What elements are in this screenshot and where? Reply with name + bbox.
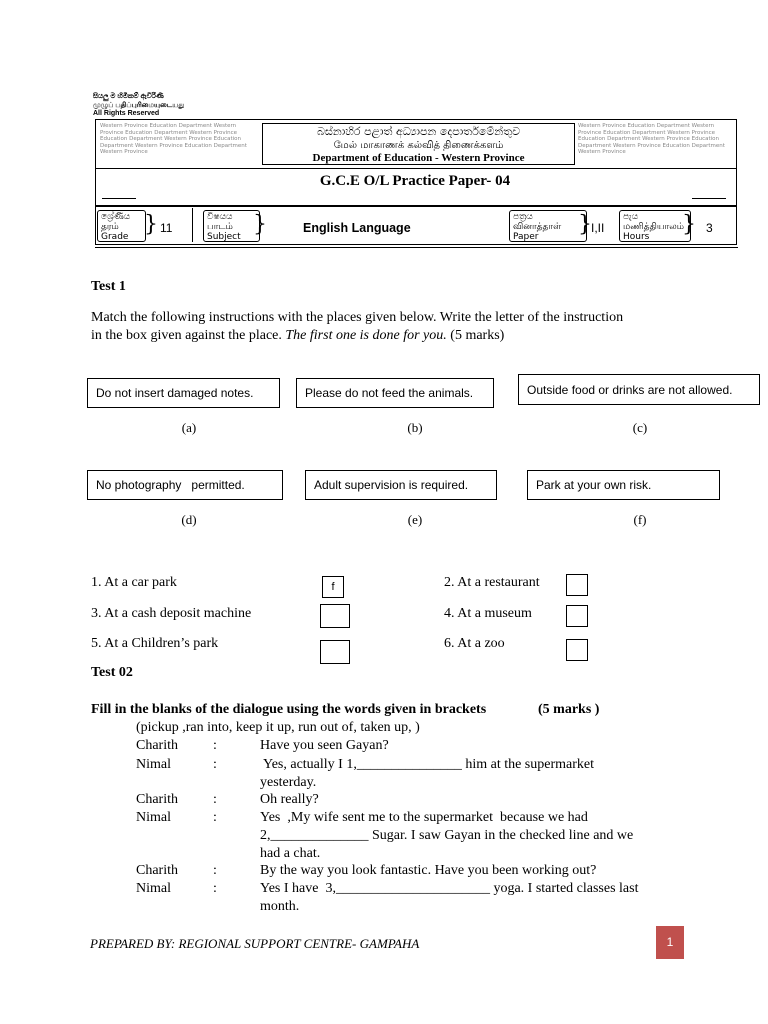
dialogue-separator: : xyxy=(213,757,217,772)
subject-box xyxy=(203,210,267,242)
grade-label-english: Grade xyxy=(101,232,129,242)
paper-title: G.C.E O/L Practice Paper- 04 xyxy=(319,173,511,189)
hours-box xyxy=(619,210,696,242)
paper-label-tamil: வினாத்தாள் xyxy=(513,222,562,232)
dialogue-speaker: Nimal xyxy=(136,757,171,772)
sign-box-f: Park at your own risk. xyxy=(527,470,720,500)
brace-icon: } xyxy=(578,212,592,237)
place-item: 3. At a cash deposit machine xyxy=(91,606,252,621)
grade-box xyxy=(97,210,158,242)
test1-instruction-line1: Match the following instructions with the places given below. Write the letter of the instruction xyxy=(91,310,624,325)
divider xyxy=(95,247,738,248)
sign-letter-a: (a) xyxy=(181,420,197,435)
answer-box-6[interactable] xyxy=(566,639,588,661)
hours-label-sinhala: පැය xyxy=(623,212,639,222)
dialogue-speaker: Charith xyxy=(136,863,178,878)
answer-box-4[interactable] xyxy=(566,605,588,627)
dialogue-separator: : xyxy=(213,738,217,753)
sign-letter-e: (e) xyxy=(407,512,423,527)
subject-value: English Language xyxy=(303,221,411,235)
sign-letter-f: (f) xyxy=(633,512,647,527)
hours-label-english: Hours xyxy=(623,232,650,242)
brace-icon: } xyxy=(144,212,158,237)
divider xyxy=(102,198,136,199)
grade-value: 11 xyxy=(160,221,173,235)
sign-box-c: Outside food or drinks are not allowed. xyxy=(518,374,760,405)
brace-icon: } xyxy=(253,212,267,237)
test2-instruction: Fill in the blanks of the dialogue using the words given in brackets xyxy=(91,702,487,717)
paper-labels xyxy=(513,212,561,242)
paper-label-english: Paper xyxy=(513,232,539,242)
divider xyxy=(192,208,193,242)
dialogue-line: month. xyxy=(260,899,300,914)
dialogue-line: yesterday. xyxy=(260,775,317,790)
paper-label-sinhala: පත්‍රය xyxy=(513,212,533,222)
department-name-tamil: மேல் மாகாணக் கல்வித் திணைக்களம் xyxy=(333,140,504,151)
sign-box-e: Adult supervision is required. xyxy=(305,470,497,500)
subject-labels xyxy=(207,212,241,242)
word-list: (pickup ,ran into, keep it up, run out of, taken up, ) xyxy=(136,720,420,735)
sign-box-a: Do not insert damaged notes. xyxy=(87,378,280,408)
dialogue-speaker: Charith xyxy=(136,792,178,807)
paper-box xyxy=(509,210,592,242)
rights-english: All Rights Reserved xyxy=(93,110,160,117)
answer-box-2[interactable] xyxy=(566,574,588,596)
dialogue-separator: : xyxy=(213,792,217,807)
dialogue-line: By the way you look fantastic. Have you been working out? xyxy=(260,863,597,878)
answer-box-5[interactable] xyxy=(320,640,350,664)
dialogue-line: 2,______________ Sugar. I saw Gayan in the checked line and we xyxy=(260,828,634,843)
watermark-pattern-left: Western Province Education Department Western Province Education Department Western Province Education Department Western Province Education Department Western Province Education Department Western Province xyxy=(100,123,247,156)
test2-heading: Test 02 xyxy=(91,665,133,680)
dialogue-speaker: Nimal xyxy=(136,810,171,825)
place-item: 2. At a restaurant xyxy=(444,575,540,590)
subject-label-english: Subject xyxy=(207,232,241,242)
sign-letter-c: (c) xyxy=(632,420,648,435)
divider xyxy=(692,198,726,199)
instruction-text: in the box given against the place. xyxy=(91,328,286,343)
subject-label-tamil: பாடம் xyxy=(207,222,233,232)
dialogue-speaker: Charith xyxy=(136,738,178,753)
place-item: 5. At a Children’s park xyxy=(91,636,219,651)
sign-letter-b: (b) xyxy=(407,420,423,435)
answer-box-3[interactable] xyxy=(320,604,350,628)
footer-prepared-by: PREPARED BY: REGIONAL SUPPORT CENTRE- GAMPAHA xyxy=(90,936,420,951)
department-box xyxy=(262,123,575,165)
department-name-sinhala: බස්නාහිර පළාත් අධ්‍යාපන දෙපාර්තමේන්තුව xyxy=(316,125,521,138)
hours-label-tamil: மணித்தியாலம் xyxy=(623,222,684,232)
brace-icon: } xyxy=(682,212,696,237)
page-number: 1 xyxy=(656,926,684,959)
dialogue-line: Yes I have 3,______________________ yoga. I started classes last xyxy=(260,881,639,896)
sign-box-b: Please do not feed the animals. xyxy=(296,378,494,408)
place-item: 6. At a zoo xyxy=(444,636,505,651)
dialogue-line: Yes ,My wife sent me to the supermarket because we had xyxy=(260,810,588,825)
dialogue-separator: : xyxy=(213,881,217,896)
test1-heading: Test 1 xyxy=(91,279,126,294)
dialogue-line: Have you seen Gayan? xyxy=(260,738,389,753)
rights-tamil: முழுப் பதிப்புரிமையுடையது xyxy=(93,102,185,109)
grade-label-tamil: தரம் xyxy=(101,222,119,232)
grade-label-sinhala: ශ්‍රේණිය xyxy=(101,212,131,222)
paper-value: I,II xyxy=(591,221,605,235)
place-item: 1. At a car park xyxy=(91,575,177,590)
dialogue-speaker: Nimal xyxy=(136,881,171,896)
hours-value: 3 xyxy=(706,221,713,235)
dialogue-separator: : xyxy=(213,810,217,825)
dialogue-line: Yes, actually I 1,_______________ him at the supermarket xyxy=(260,757,595,772)
test1-instruction-line2 xyxy=(91,327,504,345)
watermark-pattern-right: Western Province Education Department Western Province Education Department Western Province Education Department Western Province Education Department Western Province Education Department Western Province xyxy=(578,123,725,156)
department-name-english: Department of Education - Western Province xyxy=(312,152,525,164)
subject-label-sinhala: විෂයය xyxy=(207,212,233,222)
instruction-example-note: The first one is done for you. xyxy=(285,328,447,343)
instruction-marks: (5 marks) xyxy=(446,328,505,343)
dialogue-line: Oh really? xyxy=(260,792,319,807)
dialogue-line: had a chat. xyxy=(260,846,321,861)
test2-marks: (5 marks ) xyxy=(538,702,600,717)
place-item: 4. At a museum xyxy=(444,606,532,621)
hours-labels xyxy=(623,212,684,242)
grade-labels xyxy=(101,212,130,242)
sign-box-d: No photography permitted. xyxy=(87,470,283,500)
dialogue-separator: : xyxy=(213,863,217,878)
answer-box-1[interactable]: f xyxy=(322,576,344,598)
sign-letter-d: (d) xyxy=(181,512,197,527)
rights-sinhala: සියලු ම හිමිකම් ඇවිරිණි xyxy=(93,93,164,100)
